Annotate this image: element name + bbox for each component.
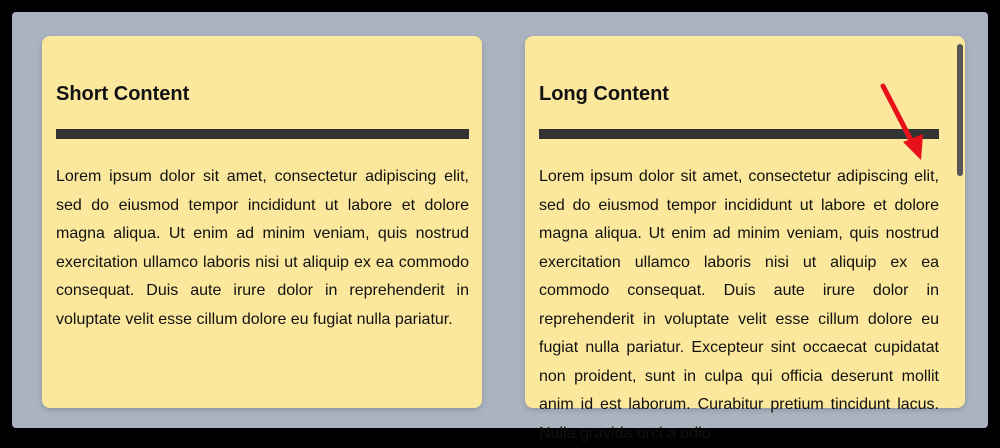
short-content-card xyxy=(42,36,482,408)
red-arrow-annotation-icon xyxy=(877,82,937,172)
card-body: Lorem ipsum dolor sit amet, consectetur adipiscing elit, sed do eiusmod tempor incididunt ut labore et dolore magna aliqua. Ut enim ad minim veniam, quis nostrud exercitation ullamco laboris nisi ut aliquip ex ea commodo consequat. Duis aute irure dolor in reprehenderit in voluptate velit esse cillum dolore eu fugiat nulla pariatur. xyxy=(56,168,469,328)
card-title: Long Content xyxy=(539,83,669,105)
card-content xyxy=(56,36,469,334)
card-body: Lorem ipsum dolor sit amet, consectetur adipiscing elit, sed do eiusmod tempor incididunt ut labore et dolore magna aliqua. Ut enim ad minim veniam, quis nostrud exercitation ullamco laboris nisi ut aliquip ex ea commodo consequat. Duis aute irure dolor in reprehenderit in voluptate velit esse cillum dolore eu fugiat nulla pariatur. Excepteur sint occaecat cupidatat non proident, sunt in culpa qui officia deserunt mollit anim id est laborum. Curabitur pretium tincidunt lacus. Nulla gravida orci a odio. xyxy=(539,168,939,442)
divider-bar xyxy=(56,129,469,139)
vertical-scrollbar-thumb[interactable] xyxy=(957,44,963,176)
preview-frame xyxy=(12,12,988,442)
card-title: Short Content xyxy=(56,83,190,105)
